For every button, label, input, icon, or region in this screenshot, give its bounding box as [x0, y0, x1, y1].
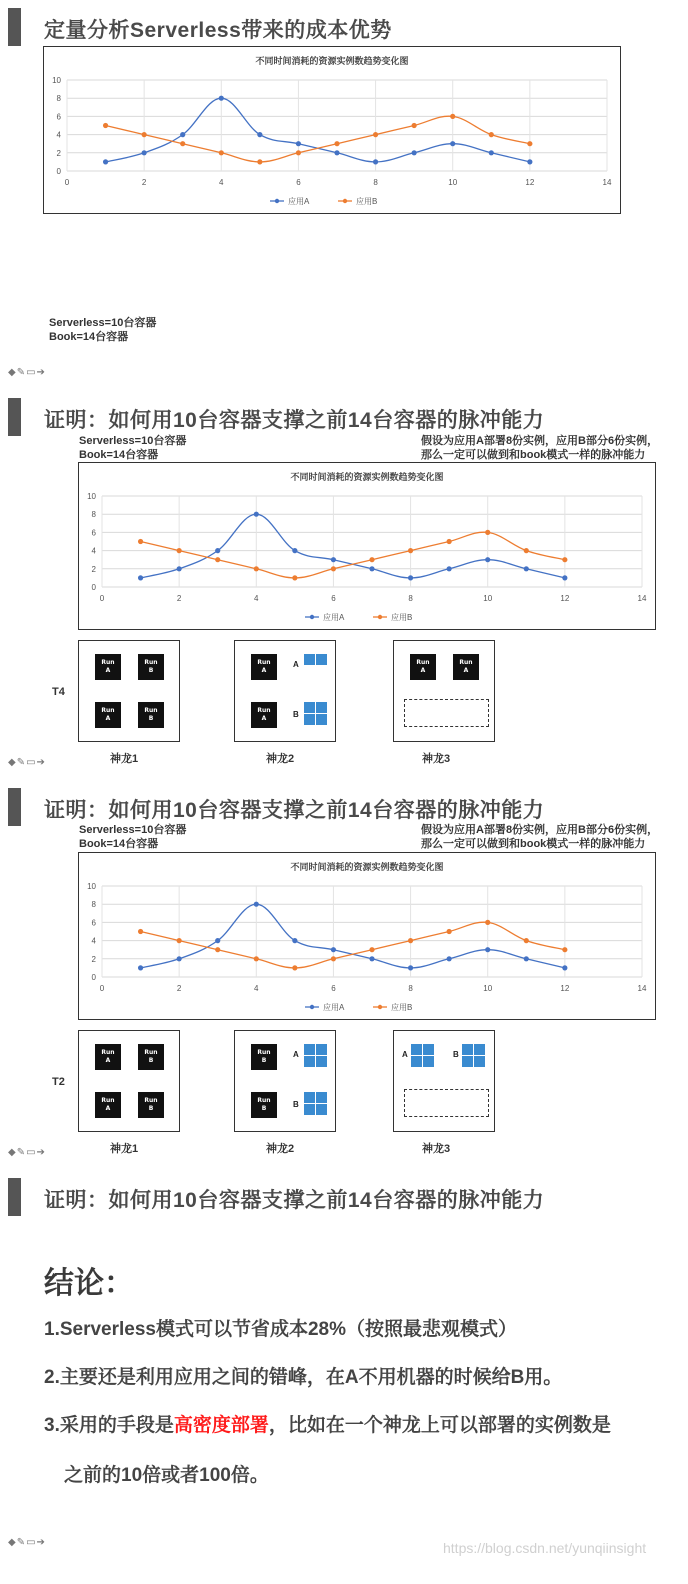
slot-label-b: B: [293, 1100, 299, 1109]
assumption-note-2: 那么一定可以做到和book模式一样的脉冲能力: [421, 449, 646, 461]
data-point: [138, 929, 143, 934]
data-point: [257, 159, 262, 164]
data-point: [215, 947, 220, 952]
data-point: [334, 141, 339, 146]
data-point: [142, 132, 147, 137]
legend-marker: [310, 1005, 314, 1009]
data-point: [412, 150, 417, 155]
chart-canvas: [79, 853, 655, 1019]
server-box-2: [234, 640, 336, 742]
assumption-note: 假设为应用A部署8份实例，应用B部分6份实例，: [421, 824, 659, 836]
slide-title: 定量分析Serverless带来的成本优势: [44, 19, 392, 42]
watermark: https://blog.csdn.net/yunqiinsight: [443, 1540, 647, 1556]
legend-marker: [275, 199, 279, 203]
data-point: [254, 566, 259, 571]
section-marker: [8, 398, 21, 436]
data-point: [142, 150, 147, 155]
data-point: [524, 566, 529, 571]
run-block: Run A: [95, 1092, 121, 1118]
data-point: [450, 114, 455, 119]
data-point: [373, 132, 378, 137]
x-tick-label: 0: [99, 594, 105, 603]
data-point: [447, 929, 452, 934]
instance-tiles: [304, 1092, 327, 1115]
serverless-note: Serverless=10台容器: [49, 317, 157, 329]
chart-title: 不同时间消耗的资源实例数趋势变化图: [290, 862, 444, 872]
y-tick-label: 6: [91, 918, 96, 928]
y-tick-label: 6: [56, 112, 61, 122]
data-point: [103, 159, 108, 164]
x-tick-label: 0: [64, 178, 70, 187]
run-block: Run A: [95, 1044, 121, 1070]
x-tick-label: 14: [602, 178, 612, 187]
x-tick-label: 4: [219, 178, 224, 187]
data-point: [331, 956, 336, 961]
x-tick-label: 2: [176, 984, 182, 993]
chart-canvas: [79, 463, 655, 629]
run-block: Run B: [251, 1092, 277, 1118]
server-name: 神龙3: [422, 753, 451, 765]
run-block: Run A: [251, 702, 277, 728]
y-tick-label: 0: [56, 167, 61, 176]
slide-nav-icons[interactable]: ◆✎▭➔: [8, 1537, 46, 1548]
data-point: [296, 141, 301, 146]
x-tick-label: 0: [99, 984, 105, 993]
data-point: [527, 159, 532, 164]
server-name: 神龙3: [422, 1143, 451, 1155]
legend-label: 应用B: [391, 1003, 413, 1012]
data-point: [138, 539, 143, 544]
chart-canvas: [44, 47, 620, 213]
y-tick-label: 4: [56, 130, 61, 140]
data-point: [373, 159, 378, 164]
slide-title: 证明：如何用10台容器支撑之前14台容器的脉冲能力: [44, 409, 545, 432]
point3-prefix: 3.采用的手段是: [44, 1415, 174, 1436]
empty-slot: [404, 699, 489, 727]
y-tick-label: 2: [91, 564, 96, 574]
data-point: [138, 965, 143, 970]
server-box-3: [393, 640, 495, 742]
instance-tiles: [304, 654, 327, 665]
run-block: Run B: [138, 1044, 164, 1070]
conclusion-point-2: 2.主要还是利用应用之间的错峰，在A不用机器的时候给B用。: [44, 1367, 563, 1388]
data-point: [292, 575, 297, 580]
series-line-b: [106, 116, 530, 162]
time-label: T2: [52, 1076, 65, 1088]
chart-title: 不同时间消耗的资源实例数趋势变化图: [255, 56, 409, 66]
data-point: [219, 150, 224, 155]
data-point: [331, 566, 336, 571]
book-note: Book=14台容器: [49, 331, 129, 343]
data-point: [177, 566, 182, 571]
series-line-b: [141, 532, 565, 578]
data-point: [450, 141, 455, 146]
run-block: Run B: [138, 1092, 164, 1118]
slide-nav-icons[interactable]: ◆✎▭➔: [8, 1147, 46, 1158]
y-tick-label: 2: [56, 148, 61, 158]
x-tick-label: 4: [254, 594, 259, 603]
serverless-note: Serverless=10台容器: [79, 824, 187, 836]
x-tick-label: 2: [141, 178, 147, 187]
line-chart: [78, 462, 656, 630]
highlight-text: 高密度部署: [173, 1415, 269, 1436]
data-point: [485, 530, 490, 535]
slot-label-a: A: [293, 660, 299, 669]
data-point: [562, 965, 567, 970]
data-point: [412, 123, 417, 128]
slide-title: 证明：如何用10台容器支撑之前14台容器的脉冲能力: [44, 1189, 545, 1212]
data-point: [292, 938, 297, 943]
data-point: [296, 150, 301, 155]
data-point: [369, 566, 374, 571]
conclusion-point-3-cont: 之前的10倍或者100倍。: [64, 1465, 269, 1486]
conclusion-title: 结论：: [44, 1267, 134, 1300]
assumption-note-2: 那么一定可以做到和book模式一样的脉冲能力: [421, 838, 646, 850]
y-tick-label: 8: [91, 900, 96, 910]
legend-marker: [378, 1005, 382, 1009]
data-point: [334, 150, 339, 155]
y-tick-label: 2: [91, 954, 96, 964]
legend-label: 应用A: [288, 197, 310, 206]
slot-label-b: B: [453, 1050, 459, 1059]
assumption-note: 假设为应用A部署8份实例，应用B部分6份实例，: [421, 435, 659, 447]
legend-marker: [378, 615, 382, 619]
data-point: [485, 947, 490, 952]
x-tick-label: 10: [448, 178, 458, 187]
empty-slot: [404, 1089, 489, 1117]
data-point: [177, 938, 182, 943]
data-point: [489, 150, 494, 155]
x-tick-label: 10: [483, 984, 493, 993]
run-block: Run A: [95, 654, 121, 680]
data-point: [180, 141, 185, 146]
data-point: [485, 920, 490, 925]
data-point: [292, 965, 297, 970]
data-point: [215, 548, 220, 553]
instance-tiles: [411, 1044, 434, 1067]
serverless-note: Serverless=10台容器: [79, 435, 187, 447]
instance-tiles: [462, 1044, 485, 1067]
y-tick-label: 8: [91, 510, 96, 520]
chart-title: 不同时间消耗的资源实例数趋势变化图: [290, 472, 444, 482]
data-point: [562, 947, 567, 952]
data-point: [254, 902, 259, 907]
data-point: [177, 548, 182, 553]
x-tick-label: 6: [331, 984, 336, 993]
data-point: [527, 141, 532, 146]
data-point: [369, 956, 374, 961]
book-note: Book=14台容器: [79, 838, 159, 850]
data-point: [562, 557, 567, 562]
y-tick-label: 10: [87, 882, 96, 891]
slide-title: 证明：如何用10台容器支撑之前14台容器的脉冲能力: [44, 799, 545, 822]
data-point: [331, 947, 336, 952]
run-block: Run A: [453, 654, 479, 680]
x-tick-label: 14: [637, 594, 647, 603]
slide-nav-icons[interactable]: ◆✎▭➔: [8, 367, 46, 378]
slot-label-a: A: [402, 1050, 408, 1059]
y-tick-label: 10: [87, 492, 96, 501]
server-name: 神龙1: [110, 753, 139, 765]
section-marker: [8, 1178, 21, 1216]
server-name: 神龙2: [266, 1143, 295, 1155]
slide-nav-icons[interactable]: ◆✎▭➔: [8, 757, 46, 768]
conclusion-point-3: [44, 1410, 611, 1437]
y-tick-label: 8: [56, 94, 61, 104]
data-point: [408, 965, 413, 970]
instance-tiles: [304, 1044, 327, 1067]
x-tick-label: 14: [637, 984, 647, 993]
section-marker: [8, 788, 21, 826]
data-point: [489, 132, 494, 137]
x-tick-label: 10: [483, 594, 493, 603]
data-point: [369, 557, 374, 562]
y-tick-label: 10: [52, 76, 61, 85]
data-point: [447, 539, 452, 544]
data-point: [524, 548, 529, 553]
data-point: [254, 512, 259, 517]
data-point: [524, 938, 529, 943]
data-point: [215, 938, 220, 943]
legend-label: 应用A: [323, 1003, 345, 1012]
data-point: [447, 956, 452, 961]
run-block: Run A: [410, 654, 436, 680]
legend-label: 应用A: [323, 613, 345, 622]
x-tick-label: 8: [373, 178, 378, 187]
book-note: Book=14台容器: [79, 449, 159, 461]
run-block: Run A: [95, 702, 121, 728]
data-point: [524, 956, 529, 961]
line-chart: [43, 46, 621, 214]
data-point: [177, 956, 182, 961]
legend-label: 应用B: [356, 197, 378, 206]
conclusion-point-1: 1.Serverless模式可以节省成本28%（按照最悲观模式）: [44, 1319, 518, 1340]
section-marker: [8, 8, 21, 46]
x-tick-label: 12: [560, 984, 570, 993]
data-point: [103, 123, 108, 128]
data-point: [331, 557, 336, 562]
data-point: [447, 566, 452, 571]
server-box-2: [234, 1030, 336, 1132]
run-block: Run B: [138, 702, 164, 728]
server-box-1: [78, 640, 180, 742]
data-point: [257, 132, 262, 137]
slot-label-a: A: [293, 1050, 299, 1059]
data-point: [254, 956, 259, 961]
y-tick-label: 4: [91, 936, 96, 946]
server-box-3: [393, 1030, 495, 1132]
x-tick-label: 12: [560, 594, 570, 603]
data-point: [138, 575, 143, 580]
run-block: Run A: [251, 654, 277, 680]
y-tick-label: 4: [91, 546, 96, 556]
x-tick-label: 12: [525, 178, 535, 187]
point3-suffix: ，比如在一个神龙上可以部署的实例数是: [268, 1415, 611, 1436]
series-line-b: [141, 922, 565, 968]
data-point: [292, 548, 297, 553]
data-point: [219, 96, 224, 101]
server-box-1: [78, 1030, 180, 1132]
legend-label: 应用B: [391, 613, 413, 622]
time-label: T4: [52, 686, 65, 698]
x-tick-label: 8: [408, 984, 413, 993]
x-tick-label: 2: [176, 594, 182, 603]
data-point: [369, 947, 374, 952]
data-point: [408, 548, 413, 553]
data-point: [485, 557, 490, 562]
x-tick-label: 6: [296, 178, 301, 187]
x-tick-label: 6: [331, 594, 336, 603]
y-tick-label: 0: [91, 973, 96, 982]
line-chart: [78, 852, 656, 1020]
server-name: 神龙2: [266, 753, 295, 765]
y-tick-label: 0: [91, 583, 96, 592]
data-point: [408, 575, 413, 580]
y-tick-label: 6: [91, 528, 96, 538]
data-point: [215, 557, 220, 562]
slot-label-b: B: [293, 710, 299, 719]
instance-tiles: [304, 702, 327, 725]
server-name: 神龙1: [110, 1143, 139, 1155]
run-block: Run B: [138, 654, 164, 680]
legend-marker: [343, 199, 347, 203]
legend-marker: [310, 615, 314, 619]
data-point: [562, 575, 567, 580]
data-point: [408, 938, 413, 943]
x-tick-label: 8: [408, 594, 413, 603]
data-point: [180, 132, 185, 137]
run-block: Run B: [251, 1044, 277, 1070]
x-tick-label: 4: [254, 984, 259, 993]
